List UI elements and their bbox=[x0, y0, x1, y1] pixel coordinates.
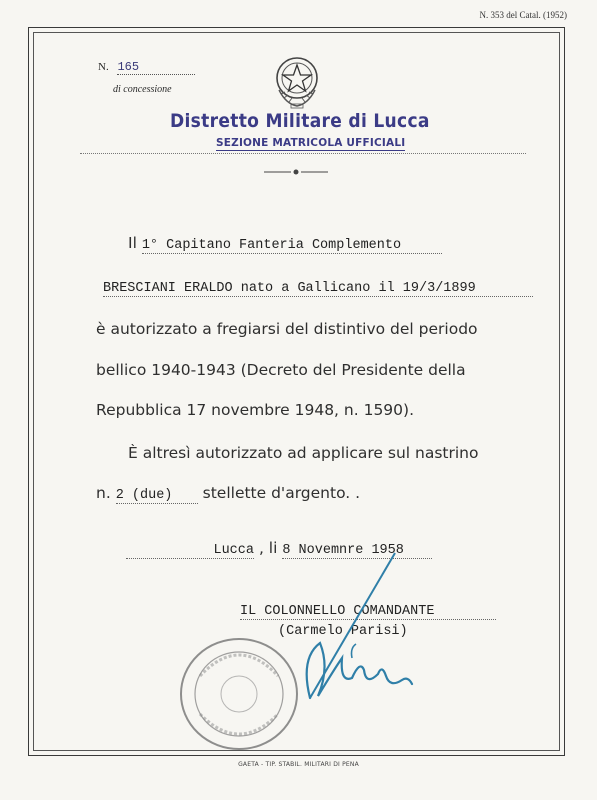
official-stamp-icon bbox=[178, 636, 300, 752]
nato-a-word: nato a bbox=[240, 281, 290, 296]
il-word-2: il bbox=[378, 281, 395, 296]
header-divider bbox=[80, 153, 526, 154]
concession-number: 165 bbox=[117, 60, 195, 75]
printer-footer: GAETA - TIP. STABIL. MILITARI DI PENA bbox=[238, 761, 359, 768]
concession-label: di concessione bbox=[113, 84, 172, 95]
person-name: BRESCIANI ERALDO bbox=[103, 281, 233, 296]
rank-line bbox=[128, 234, 442, 254]
stars-line bbox=[96, 484, 360, 504]
signatory-name: (Carmelo Parisi) bbox=[278, 624, 408, 639]
il-word: Il bbox=[128, 234, 137, 252]
stars-count: 2 (due) bbox=[116, 488, 198, 504]
birthplace: Gallicano bbox=[297, 281, 371, 296]
authorization-line-2: bellico 1940-1943 (Decreto del Presidente della bbox=[96, 361, 466, 379]
ornament-divider-icon bbox=[264, 168, 328, 176]
name-birth-line bbox=[103, 281, 533, 297]
section-title: SEZIONE MATRICOLA UFFICIALI bbox=[216, 137, 406, 149]
catalog-number: N. 353 del Catal. (1952) bbox=[479, 10, 567, 20]
signatory-title-text: IL COLONNELLO COMANDANTE bbox=[240, 604, 496, 620]
number-label: N. bbox=[98, 61, 109, 73]
name-line bbox=[103, 277, 533, 297]
stars-text: stellette d'argento. . bbox=[202, 484, 361, 502]
concession-number-row bbox=[98, 60, 195, 75]
city: Lucca bbox=[126, 543, 254, 559]
authorization-line-1: è autorizzato a fregiarsi del distintivo del periodo bbox=[96, 320, 478, 338]
authorization-line-3: Repubblica 17 novembre 1948, n. 1590). bbox=[96, 401, 415, 419]
handwritten-signature-icon bbox=[290, 548, 425, 708]
rank-value: 1° Capitano Fanteria Complemento bbox=[142, 238, 442, 254]
li-word: , li bbox=[258, 539, 278, 557]
district-title: Distretto Militare di Lucca bbox=[170, 110, 430, 132]
n-prefix: n. bbox=[96, 484, 111, 502]
birthdate: 19/3/1899 bbox=[402, 281, 476, 296]
issue-date: 8 Novemnre 1958 bbox=[282, 543, 432, 559]
italian-republic-emblem-icon bbox=[272, 54, 322, 110]
additional-authorization-line: È altresì autorizzato ad applicare sul nastrino bbox=[128, 444, 479, 462]
